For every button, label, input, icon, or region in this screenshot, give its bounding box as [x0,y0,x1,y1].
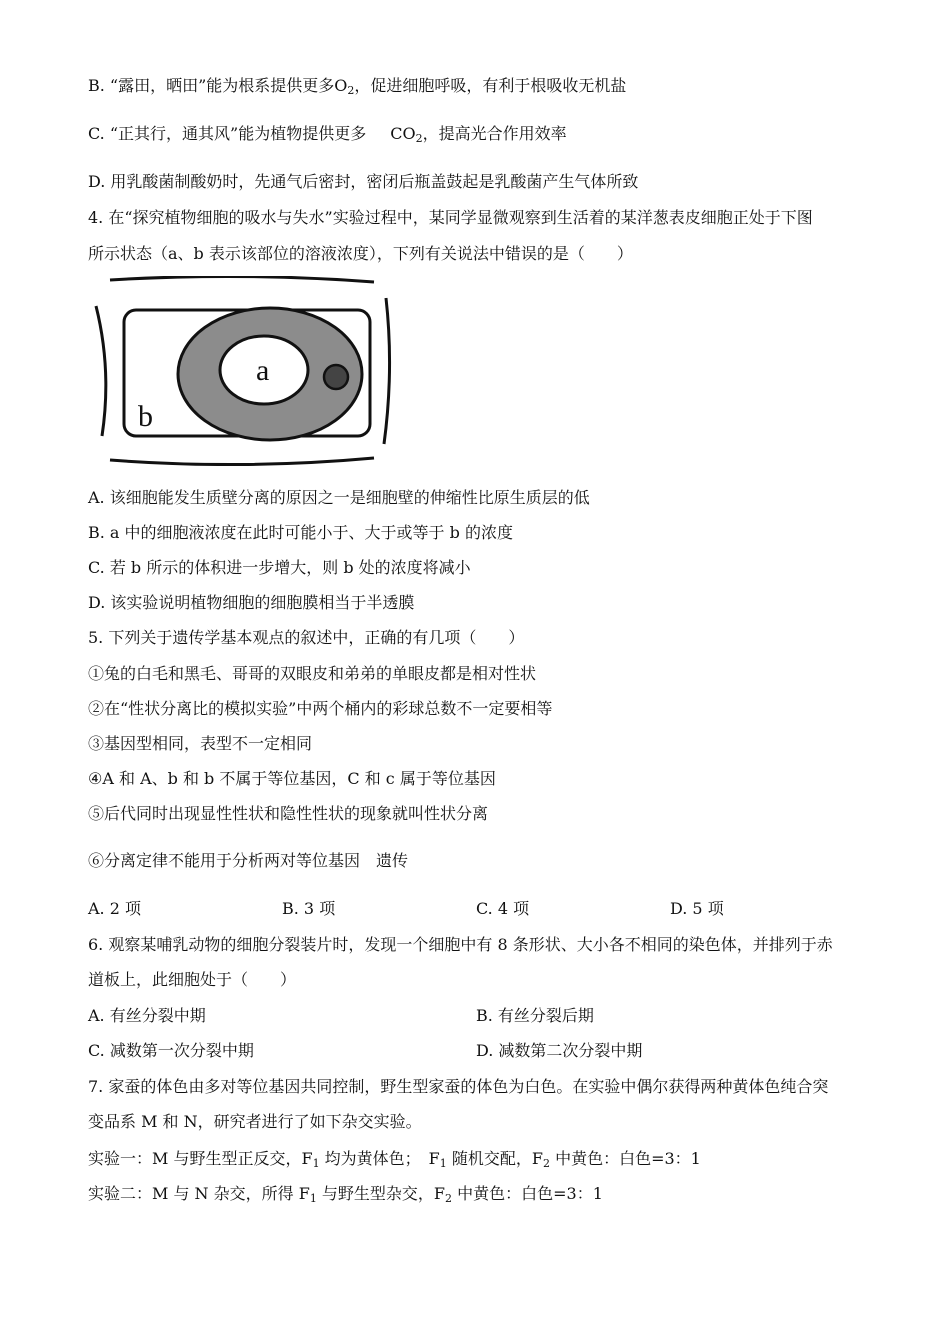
q5-option-b: B. 3 项 [282,899,336,918]
q5-option-c: C. 4 项 [476,899,530,918]
q4-option-a: A. 该细胞能发生质壁分离的原因之一是细胞壁的伸缩性比原生质层的低 [88,488,590,507]
q5-statement-6: ⑥分离定律不能用于分析两对等位基因 遗传 [88,851,409,870]
q5-option-a: A. 2 项 [88,899,141,918]
q4-option-b: B. a 中的细胞液浓度在此时可能小于、大于或等于 b 的浓度 [88,523,513,542]
q5-stem: 5. 下列关于遗传学基本观点的叙述中，正确的有几项（ ） [88,628,525,647]
plant-cell-figure [92,276,402,466]
q3-option-d: D. 用乳酸菌制酸奶时，先通气后密封，密闭后瓶盖鼓起是乳酸菌产生气体所致 [88,172,639,191]
q5-statement-4: ④A 和 A、b 和 b 不属于等位基因，C 和 c 属于等位基因 [88,769,496,788]
q4-stem-line1: 4. 在“探究植物细胞的吸水与失水”实验过程中，某同学显微观察到生活着的某洋葱表皮细胞正处于下图 [88,208,813,227]
q6-stem-line1: 6. 观察某哺乳动物的细胞分裂装片时，发现一个细胞中有 8 条形状、大小各不相同的染色体，并排列于赤 [88,935,833,954]
cell-wall-top [110,276,374,282]
q7-stem-line1: 7. 家蚕的体色由多对等位基因共同控制，野生型家蚕的体色为白色。在实验中偶尔获得两种黄体色纯合突 [88,1077,829,1096]
q7-experiment-1: 实验一：M 与野生型正反交，$F_1$ 均为黄体色； $F_1$ 随机交配，$F_2$ 中黄色：白色=3：1 [88,1149,701,1170]
q5-statement-1: ①兔的白毛和黑毛、哥哥的双眼皮和弟弟的单眼皮都是相对性状 [88,664,537,683]
q5-statement-3: ③基因型相同，表型不一定相同 [88,734,313,753]
q3-option-c: C. “正其行，通其风”能为植物提供更多 $CO_2$，提高光合作用效率 [88,124,567,145]
q7-experiment-2: 实验二：M 与 N 杂交，所得 $F_1$ 与野生型杂交，$F_2$ 中黄色：白色=3：1 [88,1184,603,1205]
figure-label-a: a [256,354,270,387]
nucleus [324,365,348,389]
q6-option-d: D. 减数第二次分裂中期 [476,1041,643,1060]
q3-option-b: B. “露田，晒田”能为根系提供更多$O_2$，促进细胞呼吸，有利于根吸收无机盐 [88,76,627,97]
q5-statement-5: ⑤后代同时出现显性性状和隐性性状的现象就叫性状分离 [88,804,489,823]
q6-option-b: B. 有丝分裂后期 [476,1006,594,1025]
cell-wall-bottom [110,458,374,465]
q4-option-c: C. 若 b 所示的体积进一步增大，则 b 处的浓度将减小 [88,558,471,577]
q7-stem-line2: 变品系 M 和 N，研究者进行了如下杂交实验。 [88,1112,422,1131]
cell-wall-right [384,298,390,444]
q6-stem-line2: 道板上，此细胞处于（ ） [88,970,297,989]
q6-option-a: A. 有丝分裂中期 [88,1006,206,1025]
q6-option-c: C. 减数第一次分裂中期 [88,1041,254,1060]
q4-stem-line2: 所示状态（a、b 表示该部位的溶液浓度），下列有关说法中错误的是（ ） [88,244,633,263]
q5-option-d: D. 5 项 [670,899,724,918]
q5-statement-2: ②在“性状分离比的模拟实验”中两个桶内的彩球总数不一定要相等 [88,699,553,718]
q4-option-d: D. 该实验说明植物细胞的细胞膜相当于半透膜 [88,593,415,612]
figure-label-b: b [138,400,153,433]
cell-wall-left [96,306,106,436]
